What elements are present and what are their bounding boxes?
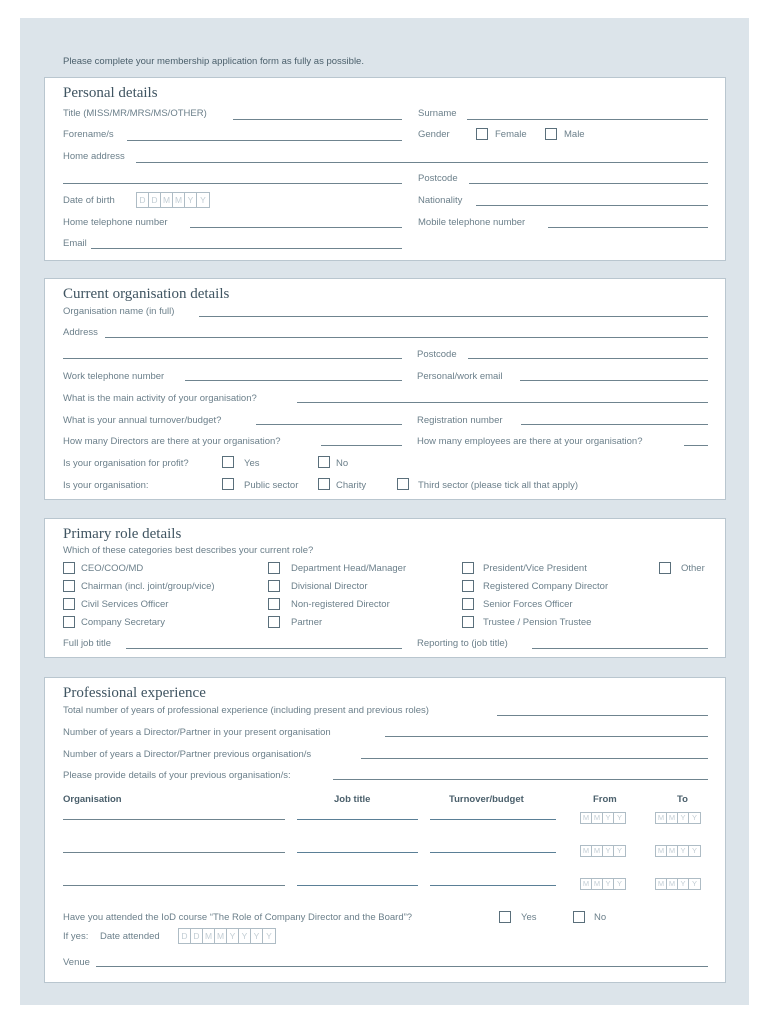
postcode-field[interactable] [468, 358, 708, 359]
postcode-label: Postcode [418, 173, 458, 184]
to-date-field[interactable]: M M Y Y [655, 878, 701, 890]
employees-label: How many employees are there at your organisation? [417, 436, 643, 447]
charity-label: Charity [336, 480, 367, 491]
role-option: Partner [291, 617, 323, 628]
col-header-organisation: Organisation [63, 794, 122, 805]
postcode-label: Postcode [417, 349, 457, 360]
turnover-field[interactable] [256, 424, 402, 425]
date-attended-field[interactable]: D D M M Y Y Y Y [178, 928, 276, 944]
work-phone-field[interactable] [185, 380, 402, 381]
third-sector-checkbox[interactable] [397, 478, 409, 490]
total-years-label: Total number of years of professional experience (including present and previous roles) [63, 705, 429, 716]
employees-field[interactable] [684, 445, 708, 446]
role-option: President/Vice President [483, 563, 587, 574]
role-option: Chairman (incl. joint/group/vice) [81, 581, 215, 592]
role-checkbox[interactable] [63, 616, 75, 628]
directors-label: How many Directors are there at your organisation? [63, 436, 281, 447]
for-profit-label: Is your organisation for profit? [63, 458, 189, 469]
turnover-field[interactable] [430, 819, 556, 820]
address-line-2[interactable] [63, 358, 402, 359]
profit-yes-label: Yes [244, 458, 260, 469]
charity-checkbox[interactable] [318, 478, 330, 490]
org-name-label: Organisation name (in full) [63, 306, 175, 317]
registration-label: Registration number [417, 415, 503, 426]
male-label: Male [564, 129, 585, 140]
title-label: Title (MISS/MR/MRS/MS/OTHER) [63, 108, 207, 119]
experience-section [44, 677, 726, 983]
org-type-label: Is your organisation: [63, 480, 149, 491]
nationality-label: Nationality [418, 195, 463, 206]
work-phone-label: Work telephone number [63, 371, 165, 382]
third-sector-label: Third sector (please tick all that apply) [418, 480, 578, 491]
org-name-field[interactable] [199, 316, 708, 317]
years-present-label: Number of years a Director/Partner in your present organisation [63, 727, 331, 738]
venue-label: Venue [63, 957, 90, 968]
venue-field[interactable] [96, 966, 708, 967]
home-phone-field[interactable] [190, 227, 402, 228]
other-checkbox[interactable] [659, 562, 671, 574]
male-checkbox[interactable] [545, 128, 557, 140]
role-option: Civil Services Officer [81, 599, 169, 610]
role-checkbox[interactable] [462, 562, 474, 574]
iod-yes-checkbox[interactable] [499, 911, 511, 923]
email-field[interactable] [91, 248, 402, 249]
role-checkbox[interactable] [462, 598, 474, 610]
organisation-section [44, 278, 726, 500]
to-date-field[interactable]: M M Y Y [655, 845, 701, 857]
role-option: CEO/COO/MD [81, 563, 144, 574]
personal-details-section [44, 77, 726, 261]
full-job-title-field[interactable] [126, 648, 402, 649]
public-sector-checkbox[interactable] [222, 478, 234, 490]
section-title: Current organisation details [63, 286, 230, 302]
details-label: Please provide details of your previous organisation/s: [63, 770, 291, 781]
role-checkbox[interactable] [268, 562, 280, 574]
surname-field[interactable] [467, 119, 708, 120]
years-previous-label: Number of years a Director/Partner previous organisation/s [63, 749, 312, 760]
role-checkbox[interactable] [268, 580, 280, 592]
reporting-to-label: Reporting to (job title) [417, 638, 508, 649]
female-checkbox[interactable] [476, 128, 488, 140]
address-field[interactable] [105, 337, 708, 338]
role-checkbox[interactable] [63, 580, 75, 592]
role-checkbox[interactable] [462, 580, 474, 592]
role-checkbox[interactable] [268, 598, 280, 610]
job-title-field[interactable] [297, 852, 418, 853]
turnover-field[interactable] [430, 852, 556, 853]
form-intro: Please complete your membership application form as fully as possible. [63, 56, 364, 67]
registration-field[interactable] [521, 424, 708, 425]
role-checkbox[interactable] [462, 616, 474, 628]
job-title-field[interactable] [297, 819, 418, 820]
section-title: Personal details [63, 85, 158, 101]
forenames-field[interactable] [127, 140, 402, 141]
mobile-phone-field[interactable] [548, 227, 708, 228]
role-question: Which of these categories best describes your current role? [63, 545, 314, 556]
from-date-field[interactable]: M M Y Y [580, 878, 626, 890]
directors-field[interactable] [321, 445, 402, 446]
reporting-to-field[interactable] [532, 648, 708, 649]
date-attended-label: Date attended [100, 931, 160, 942]
col-header-to: To [677, 794, 688, 805]
turnover-label: What is your annual turnover/budget? [63, 415, 222, 426]
role-section [44, 518, 726, 658]
work-email-label: Personal/work email [417, 371, 503, 382]
profit-no-checkbox[interactable] [318, 456, 330, 468]
total-years-field[interactable] [497, 715, 708, 716]
organisation-field[interactable] [63, 819, 285, 820]
role-option: Department Head/Manager [291, 563, 407, 574]
role-option: Trustee / Pension Trustee [483, 617, 592, 628]
home-address-label: Home address [63, 151, 125, 162]
main-activity-label: What is the main activity of your organisation? [63, 393, 257, 404]
home-phone-label: Home telephone number [63, 217, 168, 228]
years-present-field[interactable] [385, 736, 708, 737]
address-label: Address [63, 327, 98, 338]
if-yes-label: If yes: [63, 931, 89, 942]
mobile-phone-label: Mobile telephone number [418, 217, 526, 228]
col-header-turnover: Turnover/budget [449, 794, 524, 805]
forenames-label: Forename/s [63, 129, 114, 140]
to-date-field[interactable]: M M Y Y [655, 812, 701, 824]
organisation-field[interactable] [63, 852, 285, 853]
role-checkbox[interactable] [63, 598, 75, 610]
title-field[interactable] [233, 119, 402, 120]
role-option: Non-registered Director [291, 599, 390, 610]
dob-label: Date of birth [63, 195, 115, 206]
dob-field[interactable]: D D M M Y Y [136, 192, 210, 208]
role-option: Registered Company Director [483, 581, 609, 592]
iod-no-checkbox[interactable] [573, 911, 585, 923]
from-date-field[interactable]: M M Y Y [580, 845, 626, 857]
home-address-line-2[interactable] [63, 183, 402, 184]
from-date-field[interactable]: M M Y Y [580, 812, 626, 824]
details-field[interactable] [333, 779, 708, 780]
full-job-title-label: Full job title [63, 638, 112, 649]
section-title: Primary role details [63, 526, 182, 542]
home-address-field[interactable] [136, 162, 708, 163]
profit-yes-checkbox[interactable] [222, 456, 234, 468]
role-option: Senior Forces Officer [483, 599, 573, 610]
years-previous-field[interactable] [361, 758, 708, 759]
iod-no-label: No [594, 912, 607, 923]
role-checkbox[interactable] [63, 562, 75, 574]
role-option: Divisional Director [291, 581, 368, 592]
iod-question: Have you attended the IoD course “The Role of Company Director and the Board”? [63, 912, 413, 923]
public-sector-label: Public sector [244, 480, 299, 491]
postcode-field[interactable] [469, 183, 708, 184]
gender-label: Gender [418, 129, 450, 140]
iod-yes-label: Yes [521, 912, 537, 923]
role-checkbox[interactable] [268, 616, 280, 628]
col-header-from: From [593, 794, 617, 805]
surname-label: Surname [418, 108, 457, 119]
work-email-field[interactable] [520, 380, 708, 381]
main-activity-field[interactable] [297, 402, 708, 403]
role-option: Company Secretary [81, 617, 165, 628]
turnover-field[interactable] [430, 885, 556, 886]
other-label: Other [681, 563, 705, 574]
email-label: Email [63, 238, 87, 249]
job-title-field[interactable] [297, 885, 418, 886]
organisation-field[interactable] [63, 885, 285, 886]
female-label: Female [495, 129, 527, 140]
profit-no-label: No [336, 458, 349, 469]
nationality-field[interactable] [476, 205, 708, 206]
col-header-job-title: Job title [334, 794, 371, 805]
section-title: Professional experience [63, 685, 206, 701]
